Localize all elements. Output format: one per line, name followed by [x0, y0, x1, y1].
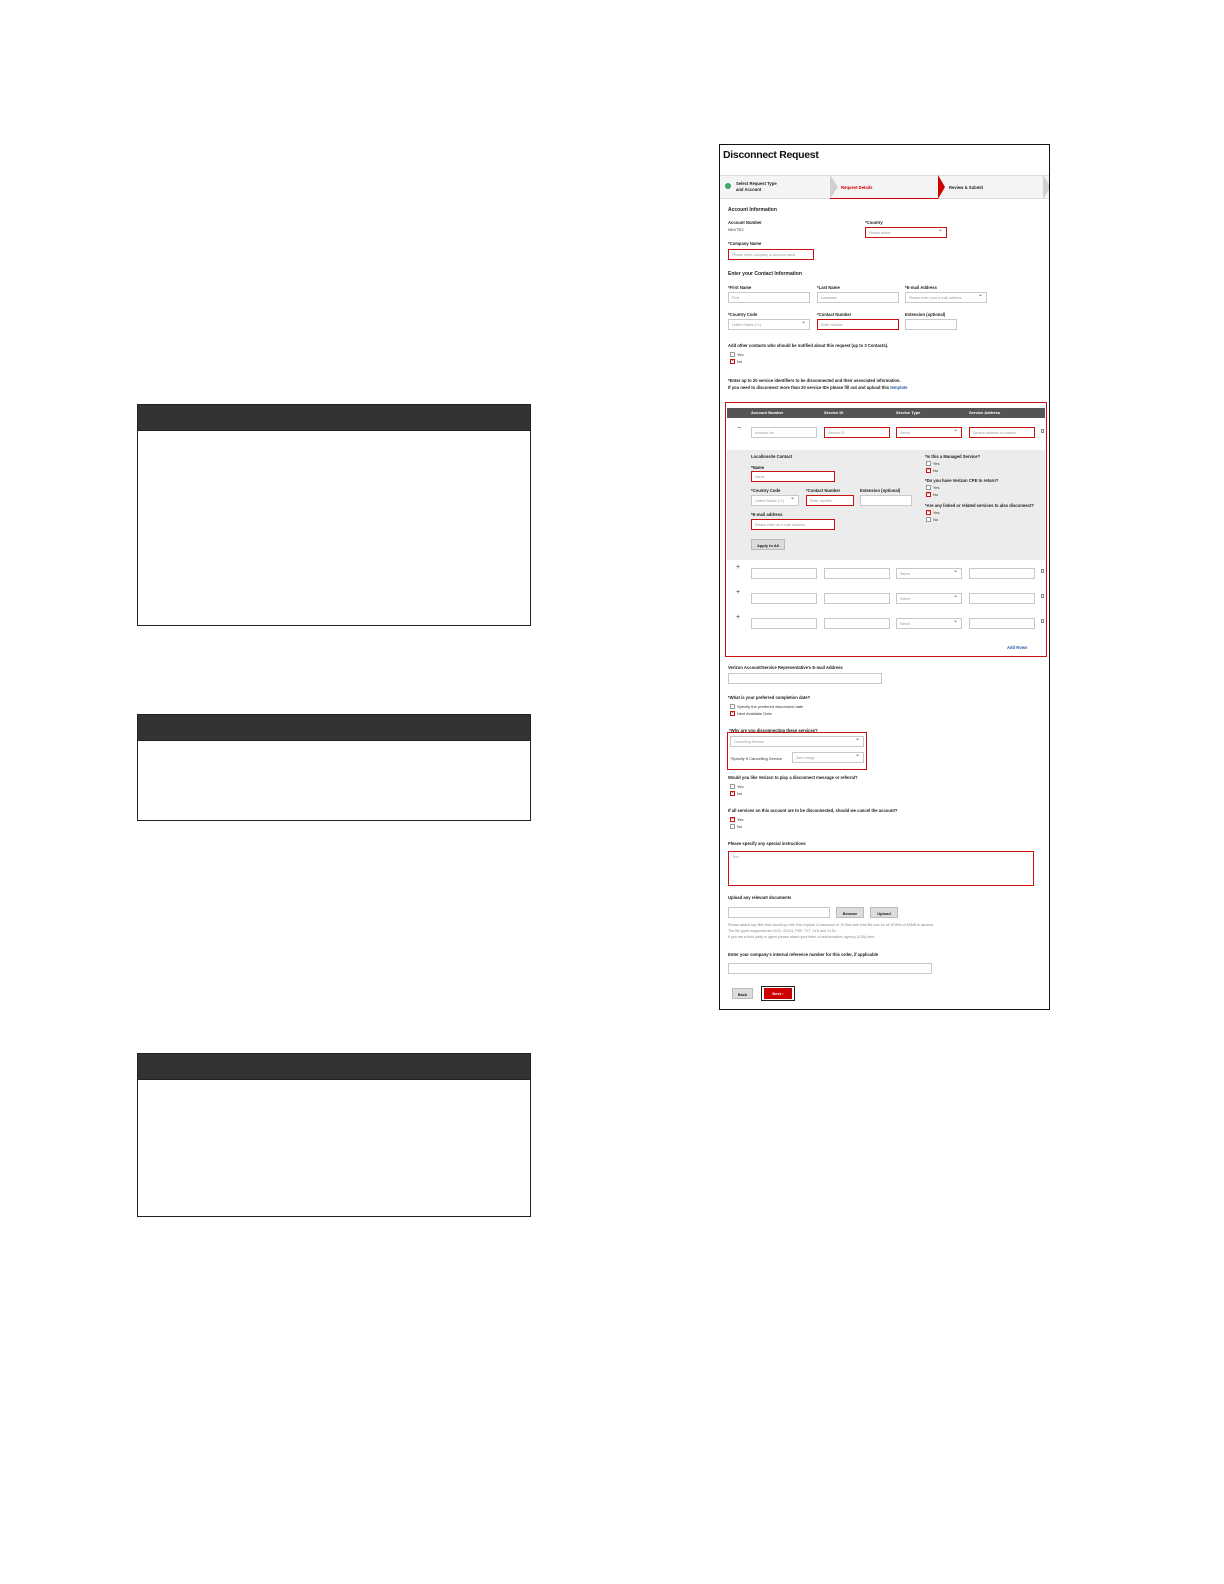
- local-email-input[interactable]: Please enter an e-mail address: [751, 519, 835, 530]
- active-step-underline: [830, 198, 938, 199]
- upload-note-2: The file types supported are DOC, DOCx, PDF, TXT, XLS and XLSx.: [728, 929, 837, 933]
- row1-account-input[interactable]: Account No.: [751, 427, 817, 438]
- country-select[interactable]: Please select ⌄: [865, 227, 947, 238]
- specify-date-checkbox[interactable]: [730, 704, 735, 709]
- chevron-right-icon: [830, 175, 838, 199]
- row4-address-input[interactable]: [969, 618, 1035, 629]
- check-icon: [725, 183, 731, 189]
- row2-service-type-select[interactable]: Select ⌄: [896, 568, 962, 579]
- first-name-input[interactable]: First: [728, 292, 810, 303]
- services-instruction-1: *Enter up to 20 service identifiers to be disconnected and their associated information.: [728, 378, 901, 383]
- progress-stepper: [720, 175, 1050, 199]
- trash-icon[interactable]: [1041, 569, 1044, 573]
- message-yes-label: Yes: [737, 784, 744, 789]
- row3-account-input[interactable]: [751, 593, 817, 604]
- account-info-heading: Account Information: [728, 207, 777, 213]
- row4-service-id-input[interactable]: [824, 618, 890, 629]
- email-label: *E-mail Address: [905, 285, 937, 290]
- cpe-yes-checkbox[interactable]: [926, 485, 931, 490]
- managed-service-question: *Is this a Managed Service?: [925, 454, 981, 459]
- company-name-label: *Company Name: [728, 241, 762, 246]
- step-1-label[interactable]: Select Request Type: [736, 181, 777, 186]
- local-contact-number-label: *Contact Number: [806, 488, 841, 493]
- linked-yes-checkbox[interactable]: [926, 510, 931, 515]
- expand-row-icon[interactable]: +: [736, 614, 741, 621]
- row2-account-input[interactable]: [751, 568, 817, 579]
- cpe-question: *Do you have Verizon CPE to return?: [925, 478, 999, 483]
- callout-box-2: [137, 714, 531, 821]
- next-available-label: Next Available Date: [737, 711, 772, 716]
- company-name-input[interactable]: Please enter company or account name: [728, 249, 814, 260]
- chevron-right-icon: [938, 175, 945, 199]
- row3-address-input[interactable]: [969, 593, 1035, 604]
- cancel-account-question: If all services on this account are to be disconnected, should we cancel the account?: [728, 808, 898, 813]
- local-contact-heading: Local/onsite Contact: [751, 454, 793, 459]
- col-service-address: Service Address: [969, 410, 1001, 415]
- specify-date-label: Specify the preferred disconnect date: [737, 704, 804, 709]
- first-name-label: *First Name: [728, 285, 752, 290]
- callout-header-2: [138, 715, 530, 741]
- row4-account-input[interactable]: [751, 618, 817, 629]
- country-code-select[interactable]: United States (+1) ⌄: [728, 319, 810, 330]
- cancel-yes-label: Yes: [737, 817, 744, 822]
- linked-services-question: *Are any linked or related services to also disconnect?: [925, 503, 1034, 508]
- local-contact-number-input[interactable]: Enter number: [806, 495, 854, 506]
- extension-input[interactable]: [905, 319, 957, 330]
- rep-email-label: Verizon Account/Service Representative's E-mail Address: [728, 665, 843, 670]
- next-available-checkbox[interactable]: [730, 711, 735, 716]
- disconnect-message-question: Would you like Verizon to play a disconnect message or referral?: [728, 775, 858, 780]
- message-yes-checkbox[interactable]: [730, 784, 735, 789]
- step-1-label-line2: and Account: [736, 187, 762, 192]
- chevron-right-icon: [1043, 175, 1050, 199]
- template-link[interactable]: template: [890, 385, 908, 390]
- cancel-yes-checkbox[interactable]: [730, 817, 735, 822]
- expand-row-icon[interactable]: +: [736, 589, 741, 596]
- linked-no-label: No: [933, 517, 939, 522]
- callout-header-3: [138, 1054, 530, 1080]
- other-contacts-yes-checkbox[interactable]: [730, 352, 735, 357]
- col-service-type: Service Type: [896, 410, 921, 415]
- upload-note-1: Please attach any files that should go with this request. A maximum of 10 files with total file size for all 10 files of 50MB is allowed.: [728, 923, 934, 927]
- step-2-label[interactable]: Request Details: [841, 185, 873, 190]
- local-extension-label: Extension (optional): [860, 488, 901, 493]
- file-path-input[interactable]: [728, 907, 830, 918]
- account-number-label: Account Number: [728, 220, 762, 225]
- services-instruction-2: If you need to disconnect more than 20 service IDs please fill out and upload this template: [728, 385, 908, 390]
- upload-label: Upload any relevant documents: [728, 895, 792, 900]
- other-contacts-no-label: No: [737, 359, 743, 364]
- special-instructions-label: Please specify any special instructions: [728, 841, 806, 846]
- linked-no-checkbox[interactable]: [926, 517, 931, 522]
- other-contacts-question: Add other contacts who should be notified about this request (up to 3 Contacts).: [728, 343, 889, 348]
- message-no-checkbox[interactable]: [730, 791, 735, 796]
- row3-service-id-input[interactable]: [824, 593, 890, 604]
- row1-service-type-select[interactable]: Select ⌄: [896, 427, 962, 438]
- internal-ref-input[interactable]: [728, 963, 932, 974]
- reason-question: *Why are you disconnecting these services?: [729, 728, 818, 733]
- last-name-label: *Last Name: [817, 285, 840, 290]
- contact-heading: Enter your Contact Information: [728, 271, 802, 277]
- callout-box-3: [137, 1053, 531, 1217]
- last-name-input[interactable]: Lastname: [817, 292, 899, 303]
- rep-email-input[interactable]: [728, 673, 882, 684]
- specify-cancelling-label: *Specify If Cancelling Service: [730, 756, 783, 761]
- other-contacts-no-checkbox[interactable]: [730, 359, 735, 364]
- apply-to-all-button[interactable]: Apply to All: [751, 539, 785, 550]
- internal-ref-label: Enter your company's internal reference number for this order, if applicable: [728, 952, 879, 957]
- email-input[interactable]: Please enter your e-mail address ⌄: [905, 292, 987, 303]
- cpe-no-checkbox[interactable]: [926, 492, 931, 497]
- local-extension-input[interactable]: [860, 495, 912, 506]
- specify-cancelling-select[interactable]: Zero Usage ⌄: [792, 752, 864, 763]
- local-country-code-label: *Country Code: [751, 488, 781, 493]
- local-name-input[interactable]: Name: [751, 471, 835, 482]
- trash-icon[interactable]: [1041, 429, 1044, 433]
- managed-yes-label: Yes: [933, 461, 940, 466]
- callout-header-1: [138, 405, 530, 431]
- row4-service-type-select[interactable]: Select ⌄: [896, 618, 962, 629]
- country-code-label: *Country Code: [728, 312, 758, 317]
- local-email-label: *E-mail address: [751, 512, 783, 517]
- special-instructions-textarea[interactable]: Text: [728, 851, 1034, 886]
- chevron-right-icon: ›: [782, 991, 784, 996]
- extension-label: Extension (optional): [905, 312, 946, 317]
- local-country-code-select[interactable]: United States (+1) ⌄: [751, 495, 799, 506]
- managed-yes-checkbox[interactable]: [926, 461, 931, 466]
- col-account-number: Account Number: [751, 410, 784, 415]
- contact-number-label: *Contact Number: [817, 312, 852, 317]
- managed-no-label: No: [933, 468, 939, 473]
- trash-icon[interactable]: [1041, 619, 1044, 623]
- page-title: Disconnect Request: [723, 149, 819, 161]
- country-label: *Country: [865, 220, 883, 225]
- message-no-label: No: [737, 791, 743, 796]
- cancel-no-checkbox[interactable]: [730, 824, 735, 829]
- callout-box-1: [137, 404, 531, 626]
- reason-select[interactable]: Cancelling Service ⌄: [730, 736, 864, 747]
- row2-service-id-input[interactable]: [824, 568, 890, 579]
- row3-service-type-select[interactable]: Select ⌄: [896, 593, 962, 604]
- managed-no-checkbox[interactable]: [926, 468, 931, 473]
- completion-date-question: *What is your preferred completion date?: [728, 695, 811, 700]
- trash-icon[interactable]: [1041, 594, 1044, 598]
- cpe-no-label: No: [933, 492, 939, 497]
- row1-service-id-input[interactable]: Service ID: [824, 427, 890, 438]
- add-rows-link[interactable]: Add Rows: [1007, 645, 1028, 650]
- back-button[interactable]: Back: [732, 988, 753, 999]
- disconnect-request-screenshot: [719, 144, 1050, 1010]
- next-button[interactable]: Next ›: [764, 988, 792, 999]
- upload-note-3: If you are a third party or agent please attach your letter of authorization/ agency (LOA) here: [728, 935, 875, 939]
- col-service-id: Service ID: [824, 410, 844, 415]
- local-name-label: *Name: [751, 465, 765, 470]
- cpe-yes-label: Yes: [933, 485, 940, 490]
- collapse-row-icon[interactable]: −: [737, 425, 742, 432]
- row1-address-input[interactable]: Service address or location: [969, 427, 1035, 438]
- browse-button[interactable]: Browse: [836, 907, 864, 918]
- step-3-label[interactable]: Review & Submit: [949, 185, 983, 190]
- row2-address-input[interactable]: [969, 568, 1035, 579]
- account-number-value: NDV7E2: [728, 227, 744, 232]
- expand-row-icon[interactable]: +: [736, 564, 741, 571]
- other-contacts-yes-label: Yes: [737, 352, 744, 357]
- contact-number-input[interactable]: Enter number: [817, 319, 899, 330]
- cancel-no-label: No: [737, 824, 743, 829]
- upload-button[interactable]: Upload: [870, 907, 898, 918]
- linked-yes-label: Yes: [933, 510, 940, 515]
